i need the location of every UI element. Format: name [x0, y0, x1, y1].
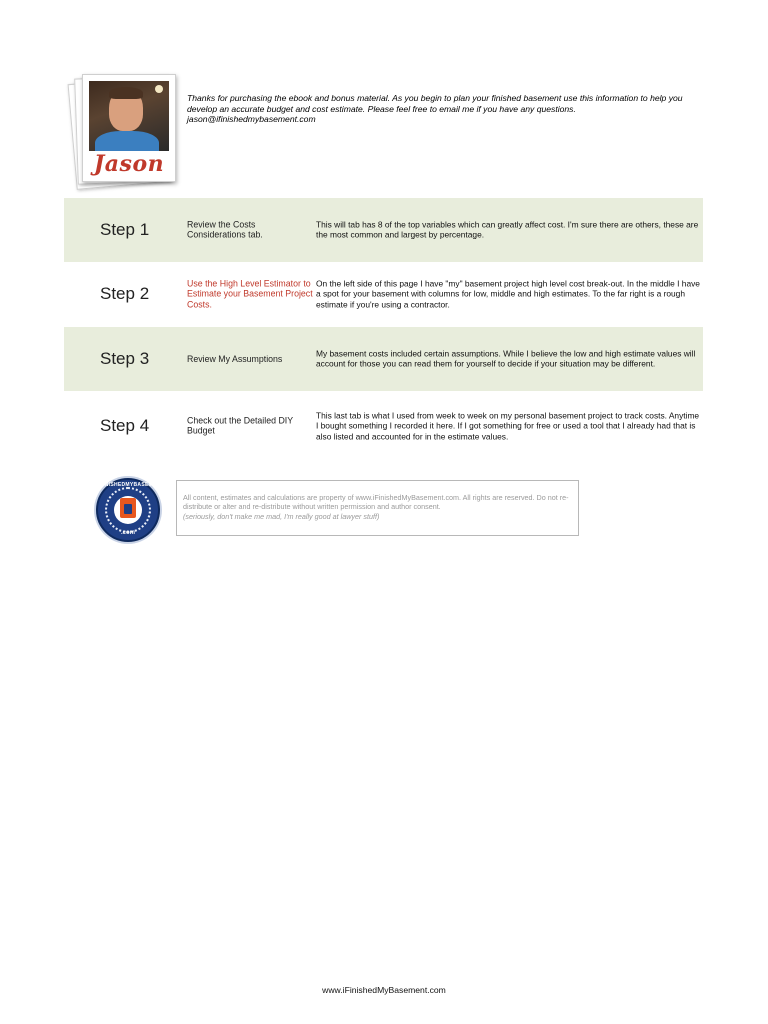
- intro-text: Thanks for purchasing the ebook and bonus material. As you begin to plan your finished basement use this information to help you develop an accurate budget and cost estimate. Please feel free to email me if you have any questions.: [187, 93, 683, 114]
- intro-text-block: [187, 93, 707, 125]
- step-action: Check out the Detailed DIY Budget: [187, 415, 293, 436]
- author-polaroid: [72, 74, 176, 186]
- step-row-2: [64, 262, 703, 326]
- copyright-text: All content, estimates and calculations are property of www.iFinishedMyBasement.com. All rights are reserved. Do not re-distribute or alter and re-distribute without written permission and author consent.: [183, 493, 569, 512]
- logo-top-text: iFINISHEDMYBASEMENT: [98, 482, 164, 488]
- step-label: Step 1: [100, 220, 150, 239]
- step-row-4: [64, 394, 703, 458]
- polaroid-front-card: [82, 74, 176, 182]
- high-level-estimator-link[interactable]: Use the High Level Estimator to Estimate your Basement Project Costs.: [187, 278, 313, 310]
- author-signature: Jason: [93, 151, 165, 177]
- step-description: This last tab is what I used from week to week on my personal basement project to track costs. Anytime I bought something I recorded it here. If I got something for free or used a tool that I already had that is also listed and accounted for in the estimate values.: [316, 410, 700, 442]
- step-row-3: [64, 327, 703, 391]
- copyright-aside: (seriously, don't make me mad, I'm really good at lawyer stuff): [183, 511, 380, 521]
- step-label: Step 3: [100, 349, 150, 368]
- step-label: Step 4: [100, 416, 150, 435]
- copyright-notice: [176, 480, 579, 536]
- step-action: Review the Costs Considerations tab.: [187, 219, 263, 240]
- step-action: Review My Assumptions: [187, 353, 283, 364]
- ifinishedmybasement-logo: [96, 478, 164, 542]
- step-description: My basement costs included certain assumptions. While I believe the low and high estimate values will account for those you can read them for yourself to decide if your situation may be different.: [316, 348, 696, 369]
- author-photo: [89, 81, 169, 151]
- logo-bottom-text: .com: [120, 530, 135, 536]
- step-row-1: [64, 198, 703, 262]
- step-description: On the left side of this page I have "my" basement project high level cost break-out. In the middle I have a spot for your basement with columns for low, middle and high estimates. To the far right is a rough estimate if you're using a contractor.: [316, 278, 700, 310]
- step-label: Step 2: [100, 284, 150, 303]
- author-email[interactable]: jason@ifinishedmybasement.com: [187, 114, 316, 125]
- footer-url[interactable]: www.iFinishedMyBasement.com: [322, 985, 446, 995]
- step-description: This will tab has 8 of the top variables which can greatly affect cost. I'm sure there are others, these are the most common and largest by percentage.: [316, 219, 699, 240]
